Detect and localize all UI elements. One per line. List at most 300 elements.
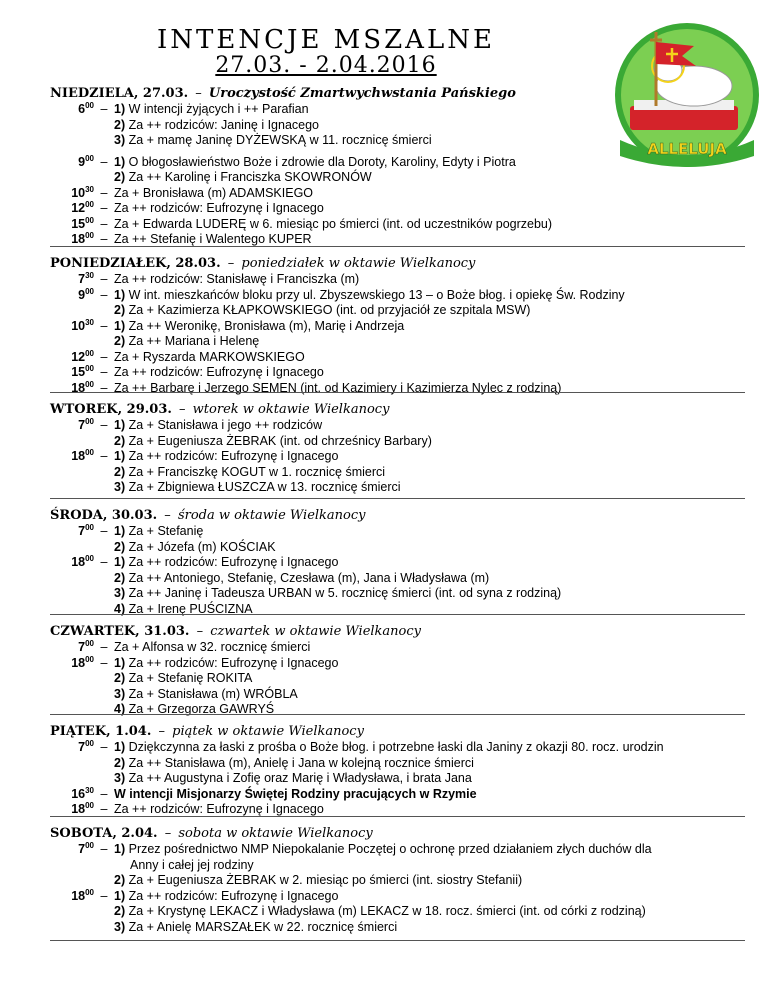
day-section	[50, 402, 745, 496]
intention-text: Za + Stefanię ROKITA	[128, 671, 253, 685]
intention-body	[114, 640, 745, 656]
intention-text: W intencji Misjonarzy Świętej Rodziny pracujących w Rzymie	[114, 786, 477, 801]
intention-number: 1)	[114, 287, 126, 302]
intention-text: Za + Eugeniusza ŻEBRAK w 2. miesiąc po śmierci (int. siostry Stefanii)	[128, 873, 523, 887]
hour: 18	[71, 380, 86, 395]
intention-row	[50, 889, 745, 905]
minutes: 30	[85, 184, 94, 194]
day-name: CZWARTEK, 31.03.	[50, 624, 190, 639]
intention-number: 1)	[114, 154, 126, 169]
intention-text: O błogosławieństwo Boże i zdrowie dla Doroty, Karoliny, Edyty i Piotra	[128, 154, 516, 169]
intention-text: Za + Edwarda LUDERĘ w 6. miesiąc po śmierci (int. od uczestników pogrzebu)	[114, 216, 553, 231]
date-range: 27.03. - 2.04.2016	[215, 53, 437, 78]
intention-number: 1)	[114, 842, 126, 856]
section-divider	[50, 498, 745, 499]
mass-time	[50, 418, 94, 434]
hour: 7	[78, 842, 86, 856]
intention-body	[114, 434, 745, 450]
hour: 12	[71, 201, 86, 215]
intention-body	[114, 170, 745, 186]
mass-time	[50, 434, 94, 450]
intention-text: W int. mieszkańców bloku przy ul. Zbyszewskiego 13 – o Boże błog. i opiekę Św. Rodziny	[128, 287, 625, 302]
mass-time	[50, 381, 94, 397]
dash: –	[100, 201, 108, 215]
dash: –	[100, 524, 108, 538]
dash: –	[100, 154, 108, 169]
intention-row	[50, 449, 745, 465]
mass-time	[50, 540, 94, 556]
intention-row	[50, 186, 745, 202]
dash: –	[100, 842, 108, 856]
mass-time	[50, 740, 94, 756]
hour: 18	[71, 888, 86, 903]
hour: 15	[71, 365, 86, 379]
intention-body	[114, 687, 745, 703]
separator: –	[174, 402, 190, 417]
intention-row	[50, 540, 745, 556]
day-header	[50, 624, 745, 640]
intention-text: Za + mamę Janinę DYŻEWSKĄ w 11. rocznicę śmierci	[128, 133, 432, 147]
intention-row	[50, 350, 745, 366]
minutes: 00	[85, 523, 94, 532]
intention-row	[50, 873, 745, 889]
hour: 12	[71, 349, 86, 364]
minutes: 00	[85, 200, 94, 209]
hour: 7	[78, 740, 86, 754]
dash	[94, 170, 114, 186]
intention-number: 1)	[114, 318, 126, 333]
dash: –	[100, 740, 108, 754]
intention-row	[50, 288, 745, 304]
intention-row	[50, 480, 745, 496]
intention-body	[114, 288, 745, 304]
intention-row	[50, 756, 745, 772]
intention-body	[114, 842, 745, 858]
dash: –	[100, 786, 108, 801]
feast-name: środa w oktawie Wielkanocy	[177, 508, 366, 523]
intention-row	[50, 170, 745, 186]
page-title: INTENCJE MSZALNE	[157, 25, 495, 55]
section-divider	[50, 392, 745, 393]
mass-time	[50, 272, 94, 288]
intention-row	[50, 155, 745, 171]
section-divider	[50, 940, 745, 941]
intention-number: 1)	[114, 740, 126, 754]
day-section	[50, 508, 745, 617]
intention-body	[114, 465, 745, 481]
feast-name: Uroczystość Zmartwychwstania Pańskiego	[208, 86, 516, 101]
intention-text: Za + Stefanię	[128, 524, 204, 538]
intention-number: 3)	[114, 133, 126, 147]
intention-text: Za ++ Stefanię i Walentego KUPER	[114, 232, 312, 246]
dash: –	[100, 318, 108, 333]
intention-row	[50, 842, 745, 858]
intention-text: Za ++ rodziców: Eufrozynę i Ignacego	[128, 655, 339, 670]
intention-body	[114, 350, 745, 366]
intention-body	[114, 756, 745, 772]
intention-text: Za ++ rodziców: Eufrozynę i Ignacego	[114, 802, 324, 816]
intention-text: Za ++ rodziców: Eufrozynę i Ignacego	[128, 555, 339, 569]
separator: –	[223, 256, 239, 271]
intention-body	[114, 449, 745, 465]
minutes: 30	[85, 317, 94, 327]
intention-body	[114, 771, 745, 787]
hour: 7	[78, 640, 86, 654]
intention-text: Za ++ rodziców: Stanisławę i Franciszka (m)	[114, 272, 360, 286]
intention-text: Za + Bronisława (m) ADAMSKIEGO	[114, 185, 314, 200]
dash: –	[100, 640, 108, 654]
intention-number: 2)	[114, 755, 126, 770]
dash	[94, 434, 114, 450]
intention-body	[114, 555, 745, 571]
minutes: 00	[85, 379, 94, 389]
hour: 7	[78, 524, 86, 538]
minutes: 00	[85, 417, 94, 426]
intention-row	[50, 118, 745, 134]
minutes: 00	[85, 364, 94, 373]
mass-time	[50, 102, 94, 118]
intention-row	[50, 434, 745, 450]
minutes: 00	[85, 739, 94, 748]
intention-text: Za ++ rodziców: Janinę i Ignacego	[128, 117, 320, 132]
dash	[94, 133, 114, 149]
intention-body	[114, 524, 745, 540]
hour: 10	[71, 318, 86, 333]
intention-number: 2)	[114, 570, 126, 585]
intention-text: Za ++ rodziców: Eufrozynę i Ignacego	[114, 365, 324, 379]
intention-row	[50, 687, 745, 703]
separator: –	[160, 826, 176, 841]
intention-number: 1)	[114, 555, 126, 569]
day-name: ŚRODA, 30.03.	[50, 508, 158, 523]
intention-body	[114, 571, 745, 587]
day-header	[50, 826, 745, 842]
intention-row	[50, 319, 745, 335]
intention-number: 2)	[114, 904, 126, 918]
intention-number: 2)	[114, 303, 126, 317]
intention-text: Za ++ Barbarę i Jerzego SEMEN (int. od Kazimiery i Kazimierza Nylec z rodziną)	[114, 380, 562, 395]
intention-body	[114, 365, 745, 381]
intention-number: 2)	[114, 170, 126, 184]
intention-body	[114, 201, 745, 217]
mass-time	[50, 640, 94, 656]
intention-row	[50, 904, 745, 920]
dash: –	[100, 802, 108, 816]
minutes: 00	[85, 801, 94, 810]
feast-name: poniedziałek w oktawie Wielkanocy	[241, 256, 476, 271]
intention-number: 4)	[114, 601, 126, 616]
minutes: 00	[85, 231, 94, 240]
intention-body	[114, 133, 745, 149]
mass-time	[50, 889, 94, 905]
day-section	[50, 624, 745, 718]
intention-number: 2)	[114, 539, 126, 554]
intention-number: 1)	[114, 449, 126, 463]
intention-number: 3)	[114, 586, 126, 600]
intention-text: Za + Stanisława (m) WRÓBLA	[128, 686, 298, 701]
intention-text: Za ++ Stanisława (m), Anielę i Jana w kolejną rocznice śmierci	[128, 755, 474, 770]
intention-body	[114, 904, 745, 920]
dash: –	[100, 365, 108, 379]
separator: –	[192, 624, 208, 639]
intention-number: 2)	[114, 464, 126, 479]
intention-number: 3)	[114, 771, 126, 785]
hour: 9	[78, 154, 86, 169]
intention-body	[114, 334, 745, 350]
mass-time	[50, 217, 94, 233]
intention-text: Za + Franciszkę KOGUT w 1. rocznicę śmierci	[128, 464, 386, 479]
intention-text: Za + Eugeniusza ŻEBRAK (int. od chrześnicy Barbary)	[128, 433, 432, 448]
intention-row	[50, 740, 745, 756]
dash	[94, 920, 114, 936]
intention-text: Za ++ Augustyna i Zofię oraz Marię i Władysława, i brata Jana	[128, 771, 472, 785]
intention-number: 2)	[114, 433, 126, 448]
mass-time	[50, 571, 94, 587]
intention-text: Za ++ rodziców: Eufrozynę i Ignacego	[114, 201, 324, 215]
dash: –	[100, 349, 108, 364]
intention-number: 2)	[114, 873, 126, 887]
hour: 18	[71, 555, 86, 569]
mass-time	[50, 170, 94, 186]
hour: 10	[71, 185, 86, 200]
dash	[94, 303, 114, 319]
dash	[94, 465, 114, 481]
intention-row	[50, 571, 745, 587]
minutes: 00	[85, 841, 94, 850]
day-section	[50, 826, 745, 935]
intention-body	[114, 740, 745, 756]
minutes: 00	[85, 215, 94, 225]
day-header	[50, 256, 745, 272]
intention-text: Za + Zbigniewa ŁUSZCZA w 13. rocznicę śmierci	[128, 480, 401, 494]
intention-row	[50, 702, 745, 718]
intention-body	[114, 889, 745, 905]
section-divider	[50, 714, 745, 715]
intention-row	[50, 771, 745, 787]
feast-name: czwartek w oktawie Wielkanocy	[210, 624, 421, 639]
intention-number: 3)	[114, 919, 126, 934]
intention-row	[50, 201, 745, 217]
intention-row	[50, 303, 745, 319]
mass-time	[50, 787, 94, 803]
minutes: 00	[85, 348, 94, 358]
hour: 9	[78, 287, 86, 302]
intention-text: Za + Krystynę LEKACZ i Władysława (m) LEKACZ w 18. rocz. śmierci (int. od córki z rodziną)	[128, 904, 646, 918]
intention-text: Za + Kazimierza KŁAPKOWSKIEGO (int. od przyjaciół ze szpitala MSW)	[128, 303, 531, 317]
mass-time	[50, 350, 94, 366]
intention-body	[114, 787, 745, 803]
intention-body	[114, 656, 745, 672]
minutes: 00	[85, 887, 94, 897]
day-header	[50, 508, 745, 524]
intention-number: 2)	[114, 117, 126, 132]
dash	[94, 571, 114, 587]
intention-row	[50, 920, 745, 936]
hour: 7	[78, 272, 86, 286]
intention-body	[114, 381, 745, 397]
mass-time	[50, 449, 94, 465]
intention-number: 1)	[114, 418, 126, 432]
mass-time	[50, 756, 94, 772]
dash: –	[100, 888, 108, 903]
hour: 6	[78, 102, 86, 116]
dash: –	[100, 216, 108, 231]
intention-number: 2)	[114, 334, 126, 348]
intention-number: 1)	[114, 888, 126, 903]
mass-time	[50, 873, 94, 889]
dash: –	[100, 555, 108, 569]
hour: 18	[71, 449, 86, 463]
intention-text: W intencji żyjących i ++ Parafian	[128, 102, 309, 116]
minutes: 30	[85, 271, 94, 280]
mass-time	[50, 365, 94, 381]
minutes: 00	[85, 639, 94, 648]
dash	[94, 771, 114, 787]
intention-text: Za ++ Weronikę, Bronisława (m), Marię i Andrzeja	[128, 318, 405, 333]
dash	[94, 480, 114, 496]
dash	[94, 756, 114, 772]
dash: –	[100, 232, 108, 246]
dash	[94, 687, 114, 703]
dash: –	[100, 287, 108, 302]
intention-body	[114, 303, 745, 319]
intention-row	[50, 365, 745, 381]
day-name: SOBOTA, 2.04.	[50, 826, 158, 841]
intention-row	[50, 133, 745, 149]
intention-text: Za ++ Mariana i Helenę	[128, 334, 260, 348]
intention-text: Przez pośrednictwo NMP Niepokalanie Poczętej o ochronę przed działaniem złych duchów dla	[128, 842, 652, 856]
logo-text: ALLELUJA	[647, 140, 727, 158]
intention-body	[114, 873, 745, 889]
feast-name: sobota w oktawie Wielkanocy	[178, 826, 373, 841]
intention-body	[114, 186, 745, 202]
intention-row	[50, 640, 745, 656]
mass-time	[50, 480, 94, 496]
intention-body	[114, 480, 745, 496]
mass-time	[50, 155, 94, 171]
day-header	[50, 402, 745, 418]
mass-time	[50, 465, 94, 481]
mass-time	[50, 586, 94, 602]
section-divider	[50, 246, 745, 247]
intention-body	[114, 920, 745, 936]
intention-row	[50, 217, 745, 233]
feast-name: piątek w oktawie Wielkanocy	[172, 724, 364, 739]
mass-time	[50, 687, 94, 703]
mass-time	[50, 702, 94, 718]
day-name: PIĄTEK, 1.04.	[50, 724, 152, 739]
hour: 7	[78, 418, 86, 432]
minutes: 00	[85, 101, 94, 110]
intention-row	[50, 555, 745, 571]
intention-body	[114, 118, 745, 134]
dash	[94, 586, 114, 602]
intention-row	[50, 465, 745, 481]
dash	[94, 702, 114, 718]
day-name: PONIEDZIAŁEK, 28.03.	[50, 256, 221, 271]
intention-row	[50, 787, 745, 803]
minutes: 00	[85, 448, 94, 457]
mass-time	[50, 118, 94, 134]
intention-number: 3)	[114, 686, 126, 701]
minutes: 00	[85, 153, 94, 163]
intention-row	[50, 418, 745, 434]
dash: –	[100, 418, 108, 432]
dash	[94, 540, 114, 556]
intention-text: Anny i całej jej rodziny	[130, 857, 254, 872]
intention-number: 1)	[114, 102, 126, 116]
intention-row	[50, 671, 745, 687]
intention-body	[114, 418, 745, 434]
day-header	[50, 86, 745, 102]
minutes: 00	[85, 554, 94, 563]
section-divider	[50, 816, 745, 817]
intention-text: Za ++ rodziców: Eufrozynę i Ignacego	[128, 888, 339, 903]
separator: –	[154, 724, 170, 739]
intention-text: Dziękczynna za łaski z prośba o Boże błog. i potrzebne łaski dla Janiny z okazji 80. rocz. urodzin	[128, 740, 664, 754]
mass-time	[50, 671, 94, 687]
intention-text: Za + Alfonsa w 32. rocznicę śmierci	[114, 640, 311, 654]
dash: –	[100, 102, 108, 116]
intention-row	[50, 272, 745, 288]
intention-number: 3)	[114, 480, 126, 494]
hour: 18	[71, 802, 86, 816]
intention-body	[114, 217, 745, 233]
intention-row	[50, 656, 745, 672]
day-section	[50, 256, 745, 396]
intention-text: Za ++ Karolinę i Franciszka SKOWRONÓW	[128, 170, 372, 184]
mass-time	[50, 656, 94, 672]
intention-row	[50, 858, 745, 874]
intention-text: Za + Grzegorza GAWRYŚ	[128, 702, 275, 716]
intention-row	[50, 102, 745, 118]
mass-time	[50, 771, 94, 787]
intention-number: 1)	[114, 524, 126, 538]
intention-text: Za ++ Antoniego, Stefanię, Czesława (m), Jana i Władysława (m)	[128, 570, 490, 585]
mass-time	[50, 524, 94, 540]
intention-body	[114, 102, 745, 118]
intention-body	[114, 155, 745, 171]
intention-body	[114, 319, 745, 335]
intention-body	[114, 702, 745, 718]
intention-text: Za + Ryszarda MARKOWSKIEGO	[114, 349, 305, 364]
mass-time	[50, 334, 94, 350]
intention-body	[114, 671, 745, 687]
intention-row	[50, 334, 745, 350]
feast-name: wtorek w oktawie Wielkanocy	[192, 402, 390, 417]
mass-time	[50, 555, 94, 571]
intention-text: Za ++ rodziców: Eufrozynę i Ignacego	[128, 449, 339, 463]
mass-time	[50, 303, 94, 319]
intention-text: Za + Stanisława i jego ++ rodziców	[128, 418, 323, 432]
dash	[94, 904, 114, 920]
dash: –	[100, 185, 108, 200]
minutes: 00	[85, 286, 94, 296]
separator: –	[160, 508, 175, 523]
day-header	[50, 724, 745, 740]
hour: 15	[71, 216, 86, 231]
section-divider	[50, 614, 745, 615]
day-section	[50, 86, 745, 248]
minutes: 30	[85, 785, 94, 795]
intention-text: Za + Józefa (m) KOŚCIAK	[128, 539, 276, 554]
intention-number: 2)	[114, 671, 126, 685]
intention-row	[50, 586, 745, 602]
hour: 16	[71, 786, 86, 801]
hour: 18	[71, 655, 86, 670]
hour: 18	[71, 232, 86, 246]
intention-body	[114, 540, 745, 556]
